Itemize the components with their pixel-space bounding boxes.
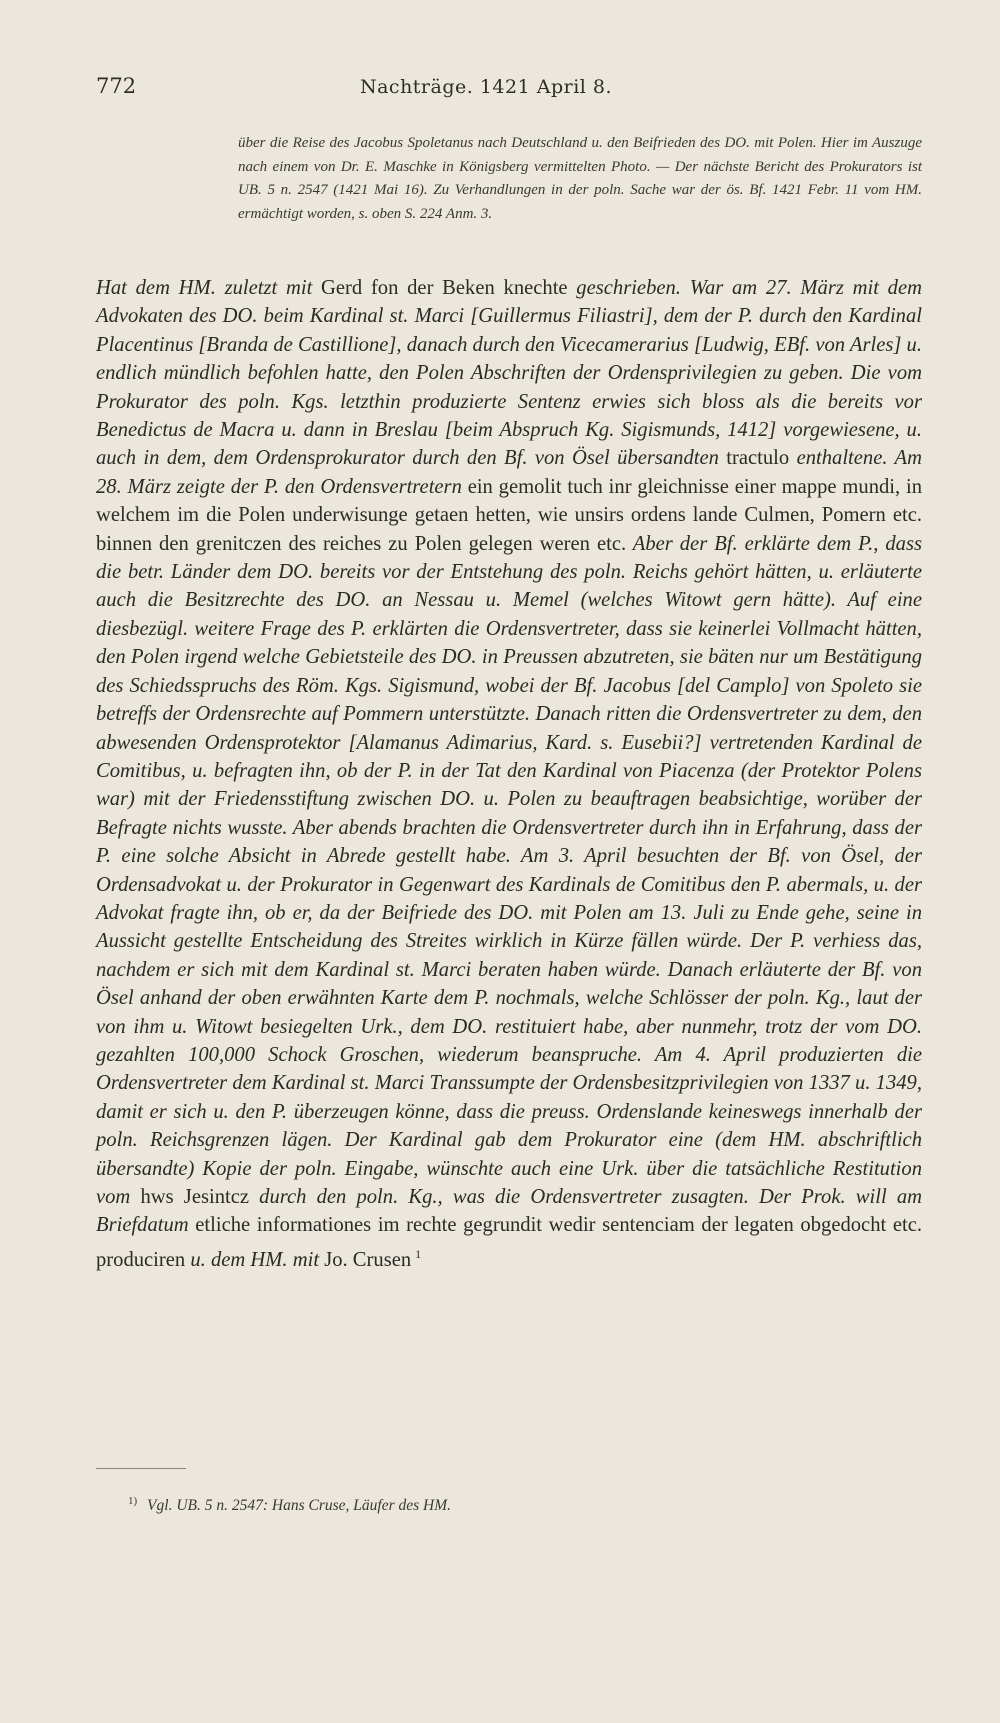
text-segment: hws Jesintcz bbox=[140, 1186, 249, 1208]
footnote-text: Vgl. UB. 5 n. 2547: Hans Cruse, Läufer des HM. bbox=[147, 1497, 452, 1515]
text-segment: Jo. Crusen bbox=[324, 1248, 412, 1271]
footnote-divider bbox=[96, 1468, 186, 1469]
running-title: Nachträge. 1421 April 8. bbox=[359, 76, 613, 98]
footnote bbox=[128, 1490, 828, 1517]
page-number: 772 bbox=[96, 74, 137, 98]
footnote-marker: 1) bbox=[128, 1495, 138, 1507]
text-segment: u. dem HM. mit bbox=[185, 1248, 325, 1271]
page-header bbox=[96, 74, 876, 114]
text-segment: durch den poln. Kg., was die Ordensvertreter zusagten. Der Prok. will am Briefdatum bbox=[96, 1186, 922, 1237]
footnote-reference[interactable]: 1 bbox=[415, 1246, 422, 1261]
text-segment: tractulo bbox=[726, 447, 790, 470]
text-segment: etliche informationes im rechte gegrundit wedir sentenciam der legaten obgedocht etc. produciren bbox=[96, 1214, 922, 1271]
text-segment: Gerd fon der Beken knechte bbox=[321, 277, 568, 299]
intro-paragraph: über die Reise des Jacobus Spoletanus nach Deutschland u. den Beifrieden des DO. mit Polen. Hier im Auszuge nach einem von Dr. E. Maschke in Königsberg vermittelten Photo. — Der nächste Bericht des Prokurators ist UB. 5 n. 2547 (1421 Mai 16). Zu Verhandlungen in der poln. Sache war der ös. Bf. 1421 Febr. 11 vom HM. ermächtigt worden, s. oben S. 224 Anm. 3. bbox=[238, 135, 922, 222]
text-segment: ein gemolit tuch inr gleichnisse einer mappe mundi, in welchem im die Polen underwisunge getaen hetten, wie unsirs ordens lande Culmen, Pomern etc. binnen den grenitczen des reiches zu Polen gelegen weren etc. bbox=[96, 475, 922, 555]
text-segment: enthaltene. Am 28. März zeigte der P. den Ordensvertretern bbox=[96, 447, 922, 498]
text-segment: Hat dem HM. zuletzt mit bbox=[96, 277, 322, 299]
text-segment: Aber der Bf. erklärte dem P., dass die betr. Länder dem DO. bereits vor der Entstehung des poln. Reichs gehört hätten, u. erläuterte auch die Besitzrechte des DO. an Nessau u. Memel (welches Witowt gern hätte). Auf eine diesbezügl. weitere Frage des P. erklärten die Ordensvertreter, dass sie keinerlei Vollmacht hätten, den Polen irgend welche Gebietsteile des DO. in Preussen abzutreten, sie bäten nur um Bestätigung des Schiedsspruchs des Röm. Kgs. Sigismund, wobei der Bf. Jacobus [del Camplo] von Spoleto sie betreffs der Ordensrechte auf Pommern unterstützte. Danach ritten die Ordensvertreter zu dem, den abwesenden Ordensprotektor [Alamanus Adimarius, Kard. s. Eusebii?] vertretenden Kardinal de Comitibus, u. befragten ihn, ob der P. in der Tat den Kardinal von Piacenza (der Protektor Polens war) mit der Friedensstiftung zwischen DO. u. Polen zu beauftragen beabsichtige, worüber der Befragte nichts wusste. Aber abends brachten die Ordensvertreter durch ihn in Erfahrung, dass der P. eine solche Absicht in Abrede gestellt habe. Am 3. April besuchten der Bf. von Ösel, der Ordensadvokat u. der Prokurator in Gegenwart des Kardinals de Comitibus den P. abermals, u. der Advokat fragte ihn, ob er, da der Beifriede des DO. mit Polen am 13. Juli zu Ende gehe, seine in Aussicht gestellte Entscheidung des Streites wirklich in Kürze fällen würde. Der P. verhiess das, nachdem er sich mit dem Kardinal st. Marci beraten haben würde. Danach erläuterte der Bf. von Ösel anhand der oben erwähnten Karte dem P. nochmals, welche Schlösser der poln. Kg., laut der von ihm u. Witowt besiegelten Urk., dem DO. restituiert habe, aber nunmehr, trotz der vom DO. gezahlten 100,000 Schock Groschen, wiederum beanspruche. Am 4. April produzierten die Ordensvertreter dem Kardinal st. Marci Transsumpte der Ordensbesitzprivilegien von 1337 u. 1349, damit er sich u. den P. überzeugen könne, dass die preuss. Ordenslande keineswegs innerhalb der poln. Reichsgrenzen lägen. Der Kardinal gab dem Prokurator eine (dem HM. abschriftlich übersandte) Kopie der poln. Eingabe, wünschte auch eine Urk. über die tatsächliche Restitution vom bbox=[96, 532, 922, 1208]
main-paragraph bbox=[96, 274, 922, 1274]
text-segment: geschrieben. War am 27. März mit dem Advokaten des DO. beim Kardinal st. Marci [Guillermus Filiastri], dem der P. durch den Kardinal Placentinus [Branda de Castillione], danach durch den Vicecamerarius [Ludwig, EBf. von Arles] u. endlich mündlich befohlen hatte, den Polen Abschriften der Ordensprivilegien zu geben. Die vom Prokurator des poln. Kgs. letzthin produzierte Sentenz erwies sich bloss als die bereits vor Benedictus de Macra u. dann in Breslau [beim Abspruch Kg. Sigismunds, 1412] vorgewiesene, u. auch in dem, dem Ordensprokurator durch den Bf. von Ösel übersandten bbox=[96, 277, 922, 470]
